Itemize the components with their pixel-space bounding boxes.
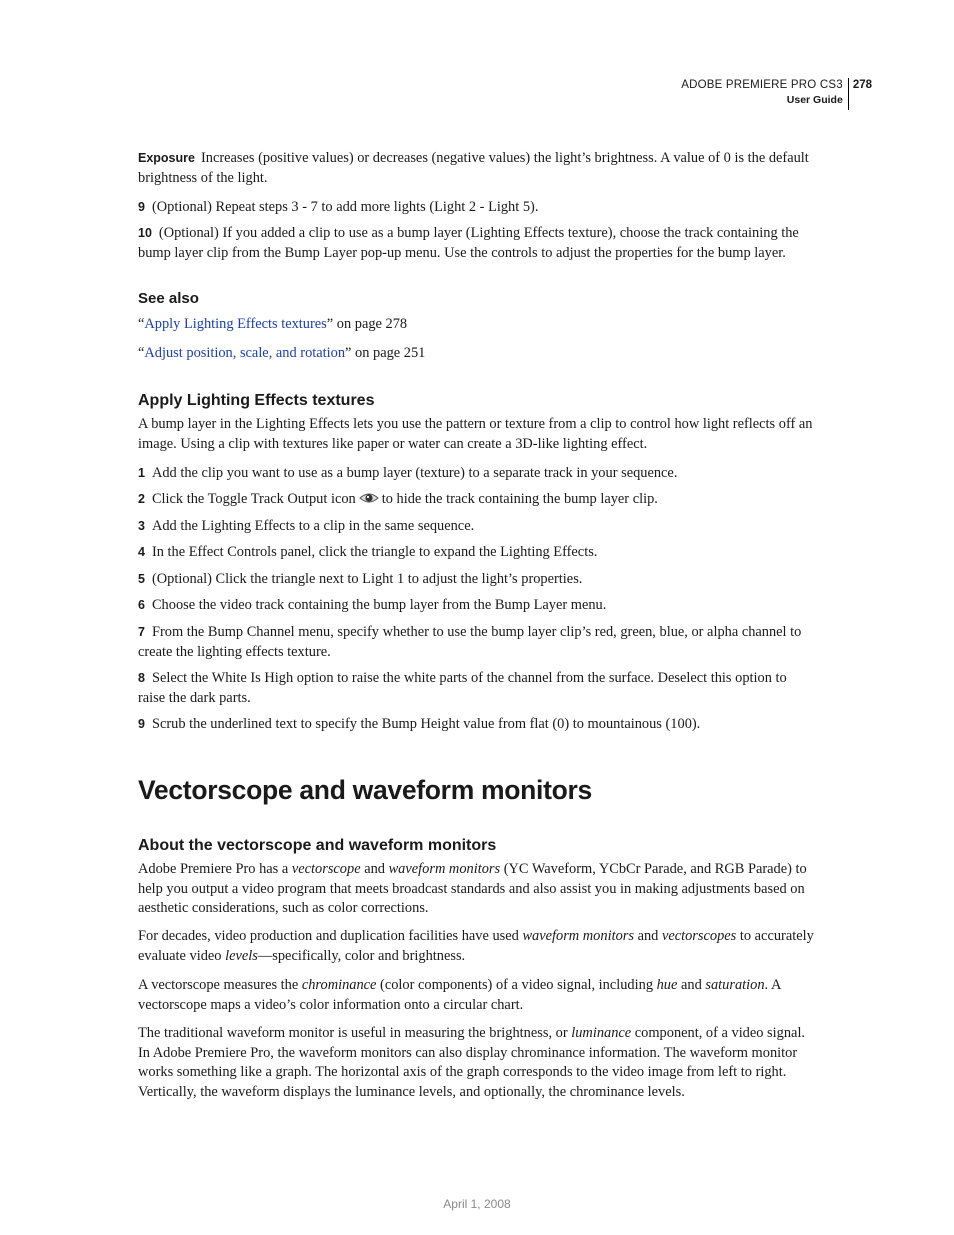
- step-number: 9: [138, 200, 145, 214]
- step-item: [138, 490, 814, 510]
- body-paragraph: [138, 1024, 814, 1102]
- step-number: 6: [138, 598, 145, 612]
- step-number: 5: [138, 572, 145, 586]
- step-text: (Optional) Click the triangle next to Light 1 to adjust the light’s properties.: [151, 571, 583, 587]
- step-item: [138, 464, 814, 484]
- text-run: For decades, video production and duplication facilities have used: [138, 928, 523, 944]
- step-number: 8: [138, 671, 145, 685]
- step-item: [138, 517, 814, 537]
- step-text: From the Bump Channel menu, specify whether to use the bump layer clip’s red, green, blue, or alpha channel to create the lighting effects texture.: [138, 624, 802, 660]
- italic-term: saturation: [705, 977, 765, 993]
- step-item: [138, 224, 814, 263]
- quote-open: “: [138, 316, 145, 332]
- step-text: Choose the video track containing the bump layer from the Bump Layer menu.: [151, 597, 607, 613]
- text-run: The traditional waveform monitor is useful in measuring the brightness, or: [138, 1025, 572, 1041]
- section-heading-apply: Apply Lighting Effects textures: [138, 392, 375, 409]
- italic-term: chrominance: [301, 977, 377, 993]
- text-run: and: [677, 977, 706, 993]
- step-text: Select the White Is High option to raise the white parts of the channel from the surface. Deselect this option to raise the dark parts.: [138, 670, 787, 706]
- step-item: [138, 543, 814, 563]
- step-item: [138, 623, 814, 662]
- exposure-term: Exposure: [138, 151, 195, 165]
- chapter-title: Vectorscope and waveform monitors: [138, 775, 592, 805]
- text-run: A vectorscope measures the: [138, 977, 302, 993]
- italic-term: levels: [225, 947, 258, 964]
- text-run: component, of a video signal. In Adobe Premiere Pro, the waveform monitors can also display chrominance information. The waveform monitor works something like a graph. The horizontal axis of the graph corresponds to the video image from left to right. Vertically, the waveform displays the luminance levels, and optionally, the chrominance levels.: [138, 1025, 806, 1100]
- exposure-text: Increases (positive values) or decreases (negative values) the light’s brightness. A value of 0 is the default brightness of the light.: [138, 150, 809, 186]
- step-text: In the Effect Controls panel, click the triangle to expand the Lighting Effects.: [151, 544, 598, 560]
- text-run: (color components) of a video signal, including: [376, 977, 657, 993]
- text-run: Adobe Premiere Pro has a: [138, 861, 292, 877]
- italic-term: hue: [656, 977, 678, 993]
- italic-term: luminance: [571, 1025, 632, 1041]
- link-suffix: ” on page 251: [345, 345, 426, 361]
- step-number: 7: [138, 625, 145, 639]
- body-paragraph: [138, 976, 814, 1015]
- page-header: [681, 78, 872, 110]
- step-number: 2: [138, 492, 145, 506]
- section-heading-about: About the vectorscope and waveform monitors: [138, 837, 497, 854]
- header-guide: User Guide: [786, 94, 843, 106]
- eye-icon: [359, 491, 379, 505]
- text-run: and: [360, 861, 389, 877]
- page-number: 278: [852, 79, 872, 91]
- step-item: [138, 715, 814, 735]
- link-suffix: ” on page 278: [326, 316, 408, 332]
- step-number: 3: [138, 519, 145, 533]
- header-product: ADOBE PREMIERE PRO CS3: [681, 79, 843, 91]
- step-text: Click the Toggle Track Output icon: [151, 491, 356, 507]
- step-text: Add the Lighting Effects to a clip in the same sequence.: [151, 518, 475, 534]
- see-also-item: [138, 315, 814, 335]
- step-number: 10: [138, 226, 152, 240]
- text-run: —specifically, color and brightness.: [257, 947, 466, 964]
- italic-term: waveform monitors: [522, 928, 634, 944]
- step-number: 4: [138, 545, 145, 559]
- italic-term: waveform monitors: [388, 861, 501, 877]
- link-apply-lighting-effects-textures[interactable]: Apply Lighting Effects textures: [144, 316, 327, 332]
- step-item: [138, 669, 814, 708]
- header-titles: [681, 78, 849, 110]
- step-number: 9: [138, 717, 145, 731]
- step-text: to hide the track containing the bump layer clip.: [381, 491, 658, 507]
- step-item: [138, 198, 814, 218]
- body-paragraph: [138, 927, 814, 966]
- step-text: Add the clip you want to use as a bump layer (texture) to a separate track in your sequence.: [151, 465, 678, 481]
- body-paragraph: [138, 860, 814, 919]
- text-run: . A vectorscope maps a video’s color information onto a circular chart.: [138, 977, 781, 1013]
- link-adjust-position-scale-rotation[interactable]: Adjust position, scale, and rotation: [144, 345, 346, 361]
- see-also-item: [138, 344, 814, 364]
- italic-term: vectorscopes: [661, 928, 737, 944]
- step-item: [138, 596, 814, 616]
- text-run: to accurately evaluate video: [138, 928, 814, 964]
- exposure-definition: [138, 149, 814, 188]
- step-item: [138, 570, 814, 590]
- footer-date: April 1, 2008: [443, 1197, 511, 1211]
- step-text: (Optional) Repeat steps 3 - 7 to add more lights (Light 2 - Light 5).: [151, 199, 539, 215]
- italic-term: vectorscope: [291, 861, 361, 877]
- step-number: 1: [138, 466, 145, 480]
- text-run: (YC Waveform, YCbCr Parade, and RGB Parade) to help you output a video program that meets broadcast standards and also assist you in making adjustments based on aesthetic considerations, such as color corrections.: [138, 861, 807, 917]
- step-text: Scrub the underlined text to specify the Bump Height value from flat (0) to mountainous (100).: [151, 716, 701, 732]
- apply-intro: A bump layer in the Lighting Effects lets you use the pattern or texture from a clip to control how light reflects off an image. Using a clip with textures like paper or water can create a 3D-like lighting effect.: [138, 416, 813, 452]
- text-run: and: [633, 928, 662, 944]
- step-text: (Optional) If you added a clip to use as a bump layer (Lighting Effects texture), choose the track containing the bump layer clip from the Bump Layer pop-up menu. Use the controls to adjust the properties for the bump layer.: [138, 225, 799, 261]
- see-also-heading: See also: [138, 290, 199, 307]
- quote-open: “: [138, 345, 145, 361]
